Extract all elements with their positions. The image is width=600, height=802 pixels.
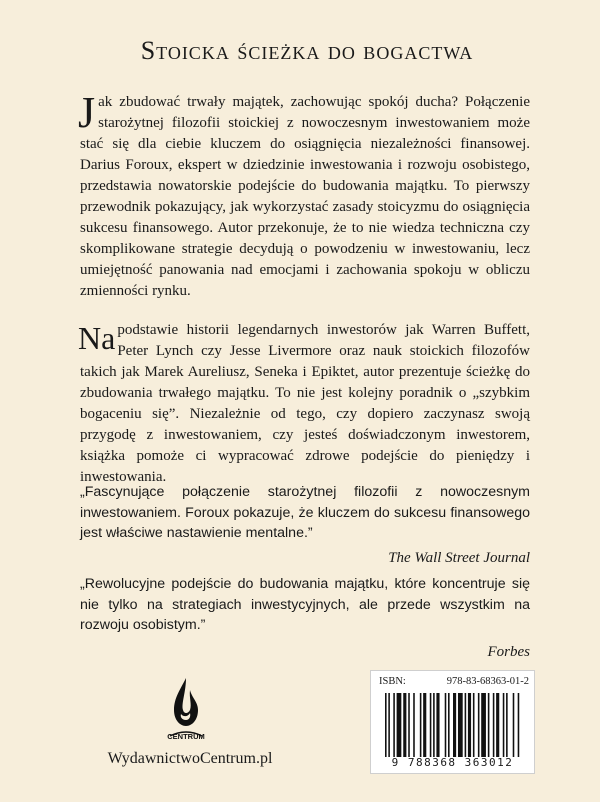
barcode-bar <box>488 693 490 757</box>
barcode-bar <box>453 693 456 757</box>
description-paragraph-2 <box>80 320 530 488</box>
barcode-bar <box>458 693 463 757</box>
isbn-line <box>379 676 529 687</box>
drop-cap: J <box>78 88 96 137</box>
barcode-bar <box>408 693 410 757</box>
isbn-barcode <box>370 670 535 774</box>
barcode-bar <box>403 693 406 757</box>
barcode-bar <box>388 693 390 757</box>
page-title: Stoicka ścieżka do bogactwa <box>140 36 474 65</box>
review-quote-2: „Rewolucyjne podejście do budowania majątku, które koncentruje się nie tylko na strategiach inwestycyjnych, ale przede wszystkim na rozwoju osobistym.” <box>80 576 530 633</box>
barcode-bar <box>385 693 387 757</box>
flame-drop-icon <box>174 678 198 726</box>
barcode-bar <box>436 693 439 757</box>
barcode-bar <box>413 693 415 757</box>
barcode-bar <box>448 693 450 757</box>
publisher-website: WydawnictwoCentrum.pl <box>107 750 273 767</box>
paragraph-text: podstawie historii legendarnych inwestorów jak Warren Buffett, Peter Lynch czy Jesse Livermore oraz nauk stoickich filozofów takich jak Marek Aureliusz, Seneka i Epiktet, autor prezentuje ścieżkę do zbudowania trwałego majątku. To nie jest kolejny poradnik o „szybkim bogaceniu się”. Niezależnie od tego, czy dopiero zaczynasz swoją przygodę z inwestowaniem, czy jesteś doświadczonym inwestorem, książka pomoże ci wypracować zdrowe podejście do pieniędzy i inwestowania. <box>80 322 530 485</box>
isbn-number: 978-83-68363-01-2 <box>446 676 529 687</box>
barcode-bar <box>397 693 402 757</box>
review-quote-1: „Fascynujące połączenie starożytnej filozofii z nowoczesnym inwestowaniem. Foroux pokazuje, że kluczem do sukcesu finansowego jest właściwe nastawienie mentalne.” <box>80 484 530 541</box>
barcode-bar <box>445 693 447 757</box>
description-paragraph-1 <box>78 88 530 302</box>
barcode-bar <box>518 693 520 757</box>
paragraph-text: ak zbudować trwały majątek, zachowując spokój ducha? Połączenie starożytnej filozofii stoickiej z nowoczesnym inwestowaniem może stać się dla ciebie kluczem do osiągnięcia niezależności finansowej. Darius Foroux, ekspert w dziedzinie inwestowania i rozwoju osobistego, przedstawia nowatorskie podejście do budowania majątku. To pierwszy przewodnik pokazujący, jak wykorzystać zasady stoicyzmu do osiągnięcia sukcesu finansowego. Autor przekonuje, że to nie wiedza techniczna czy skomplikowane strategie decydują o powodzeniu w inwestowaniu, lecz umiejętność panowania nad emocjami i zachowania spokoju w obliczu zmienności rynku. <box>80 94 530 299</box>
barcode-bar <box>506 693 508 757</box>
barcode-bar <box>478 693 480 757</box>
barcode-digits: 9 788368 363012 <box>391 756 514 769</box>
barcode-bar <box>433 693 435 757</box>
barcode-bar <box>496 693 499 757</box>
barcode-bar <box>393 693 395 757</box>
drop-cap: Na <box>78 320 116 356</box>
barcode-bar <box>423 693 426 757</box>
barcode-bar <box>468 693 471 757</box>
barcode-bar <box>473 693 475 757</box>
barcode-bar <box>493 693 495 757</box>
publisher-logo <box>166 676 206 754</box>
barcode-bar <box>465 693 467 757</box>
logo-text: CENTRUM <box>167 732 205 741</box>
barcode-bar <box>420 693 422 757</box>
barcode-bar <box>503 693 505 757</box>
barcode-bar <box>481 693 486 757</box>
review-source-2: Forbes <box>487 644 530 660</box>
barcode-bar <box>430 693 432 757</box>
isbn-label: ISBN: <box>379 676 406 687</box>
barcode-bars <box>385 693 521 757</box>
barcode-bar <box>513 693 515 757</box>
review-source-1: The Wall Street Journal <box>388 550 530 566</box>
